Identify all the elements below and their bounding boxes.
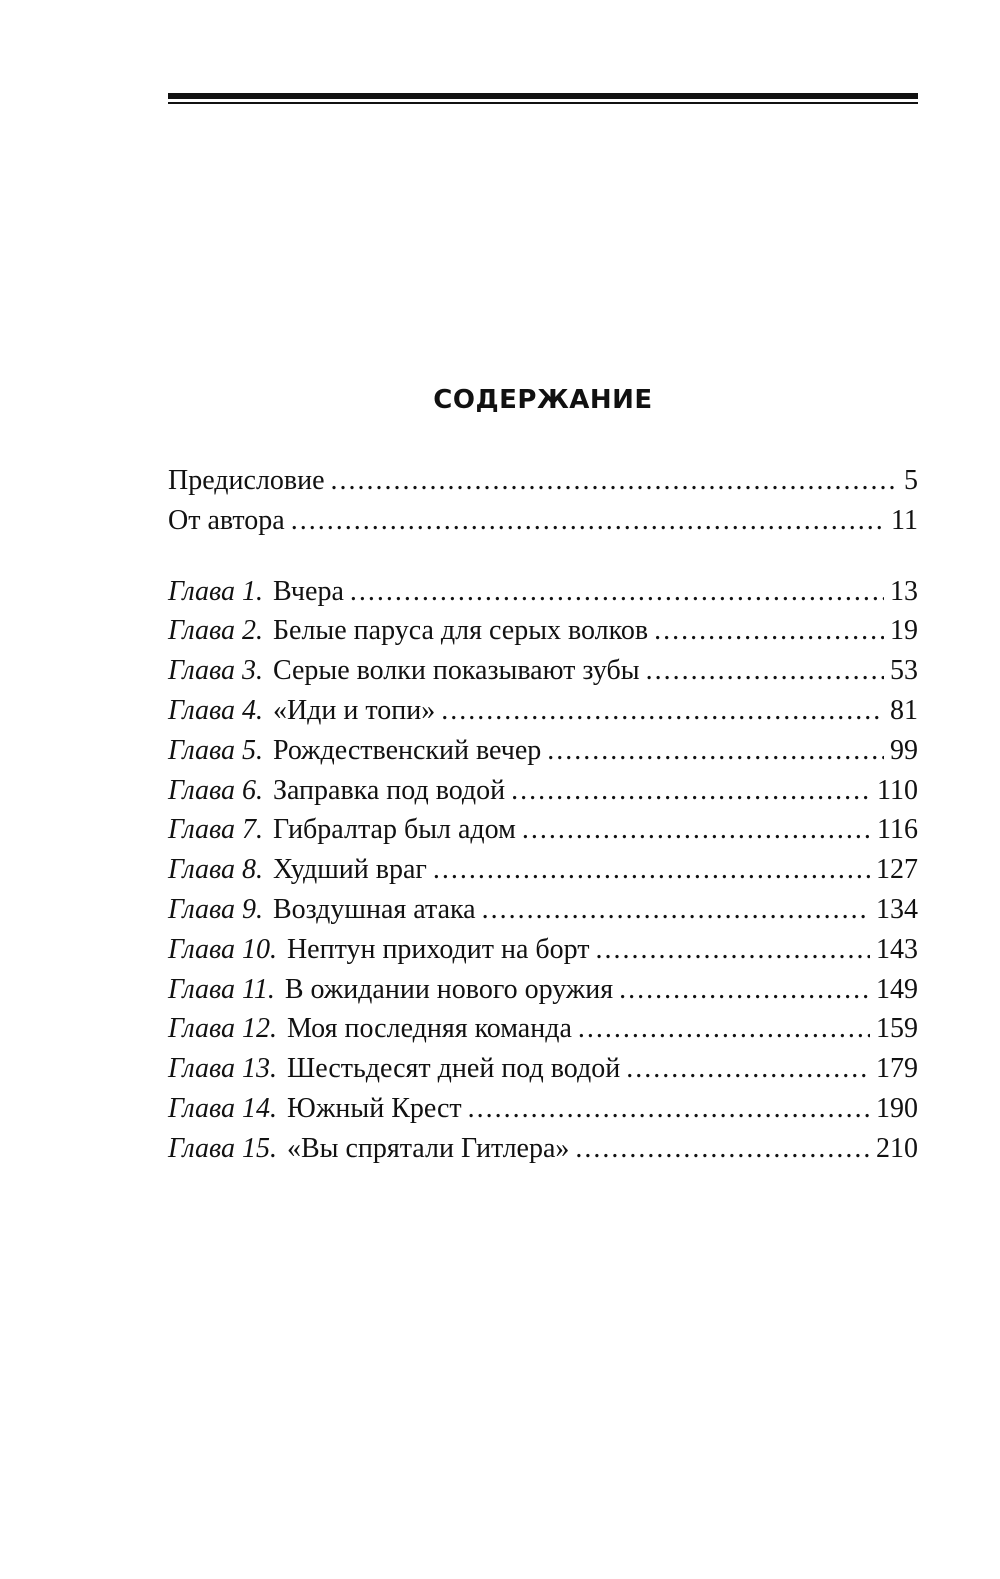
toc-entry-page: 159: [876, 1013, 918, 1045]
toc-entry-chapter-9: [168, 890, 918, 930]
toc-entry-title: «Иди и топи»: [272, 694, 436, 726]
toc-entry-chapter-10: [168, 930, 918, 970]
toc-entry-page: 5: [904, 465, 918, 496]
toc-entry-chapter-3: [168, 651, 918, 691]
toc-entry-chapter-6: [168, 771, 918, 811]
dot-leader: [291, 501, 885, 541]
chapter-label: Глава 11.: [168, 973, 275, 1005]
chapter-label: Глава 3.: [168, 655, 263, 687]
dot-leader: [575, 1129, 870, 1169]
toc-entry-title: Моя последняя команда: [286, 1013, 572, 1045]
toc-entry-page: 116: [877, 814, 918, 846]
toc-entry-page: 13: [890, 575, 918, 607]
dot-leader: [547, 731, 884, 771]
dot-leader: [626, 1049, 870, 1089]
chapter-label: Глава 4.: [168, 694, 263, 726]
toc-entry-title: Южный Крест: [286, 1092, 462, 1124]
dot-leader: [350, 572, 884, 612]
chapter-label: Глава 13.: [168, 1053, 277, 1085]
toc-entry-page: 210: [876, 1132, 918, 1164]
toc-entry-title: От автора: [168, 504, 285, 536]
dot-leader: [522, 810, 871, 850]
dot-leader: [468, 1089, 870, 1129]
toc-entry-title: Заправка под водой: [272, 774, 506, 806]
chapter-label: Глава 15.: [168, 1132, 277, 1164]
header-rule-thin: [168, 102, 918, 104]
chapter-label: Глава 2.: [168, 615, 263, 647]
toc-entry-chapter-2: [168, 611, 918, 651]
dot-leader: [482, 890, 870, 930]
toc-entry-title: Рождественский вечер: [272, 734, 542, 766]
toc-entry-title: Шестьдесят дней под водой: [286, 1053, 621, 1085]
toc-entry-chapter-13: [168, 1049, 918, 1089]
toc-entry-page: 143: [876, 933, 918, 965]
toc-entry-title: Гибралтар был адом: [272, 814, 516, 846]
chapter-label: Глава 8.: [168, 854, 263, 886]
toc-entry-page: 81: [890, 694, 918, 726]
dot-leader: [511, 771, 871, 811]
toc-entry-chapter-14: [168, 1089, 918, 1129]
chapter-label: Глава 7.: [168, 814, 263, 846]
toc-entry-title: Предисловие: [168, 465, 325, 496]
toc-entry-chapter-4: [168, 691, 918, 731]
toc-entry-page: 110: [877, 774, 918, 806]
toc-entry-page: 127: [876, 854, 918, 886]
dot-leader: [654, 611, 884, 651]
chapter-label: Глава 12.: [168, 1013, 277, 1045]
toc-entry-from-author: [168, 501, 918, 541]
chapter-label: Глава 1.: [168, 575, 263, 607]
toc-entry-title: Воздушная атака: [272, 893, 476, 925]
chapter-label: Глава 10.: [168, 933, 277, 965]
toc-title: СОДЕРЖАНИЕ: [433, 385, 653, 415]
chapter-label: Глава 9.: [168, 893, 263, 925]
toc-list: [168, 461, 918, 1169]
toc-entry-chapter-7: [168, 810, 918, 850]
header-rule-thick: [168, 93, 918, 99]
dot-leader: [433, 850, 870, 890]
toc-entry-title: Вчера: [272, 575, 344, 607]
toc-entry-page: 11: [891, 504, 918, 536]
toc-entry-title: В ожидании нового оружия: [284, 973, 614, 1005]
toc-entry-chapter-5: [168, 731, 918, 771]
dot-leader: [441, 691, 884, 731]
toc-entry-page: 179: [876, 1053, 918, 1085]
toc-entry-chapter-8: [168, 850, 918, 890]
toc-entry-title: Нептун приходит на борт: [286, 933, 590, 965]
toc-entry-preface: [168, 461, 918, 501]
toc-entry-page: 149: [876, 973, 918, 1005]
toc-entry-page: 53: [890, 655, 918, 687]
dot-leader: [331, 461, 898, 501]
chapter-label: Глава 5.: [168, 734, 263, 766]
toc-entry-chapter-1: [168, 572, 918, 612]
chapter-label: Глава 14.: [168, 1092, 277, 1124]
toc-entry-chapter-11: [168, 970, 918, 1010]
toc-entry-chapter-12: [168, 1009, 918, 1049]
dot-leader: [646, 651, 884, 691]
toc-entry-title: Худший враг: [272, 854, 427, 886]
dot-leader: [596, 930, 870, 970]
toc-entry-title: Белые паруса для серых волков: [272, 615, 649, 647]
dot-leader: [578, 1009, 870, 1049]
toc-entry-chapter-15: [168, 1129, 918, 1169]
toc-entry-page: 190: [876, 1092, 918, 1124]
toc-entry-page: 19: [890, 615, 918, 647]
toc-entry-title: «Вы спрятали Гитлера»: [286, 1132, 570, 1164]
toc-entry-page: 134: [876, 893, 918, 925]
chapter-label: Глава 6.: [168, 774, 263, 806]
toc-entry-title: Серые волки показывают зубы: [272, 655, 640, 687]
dot-leader: [619, 970, 870, 1010]
toc-entry-page: 99: [890, 734, 918, 766]
